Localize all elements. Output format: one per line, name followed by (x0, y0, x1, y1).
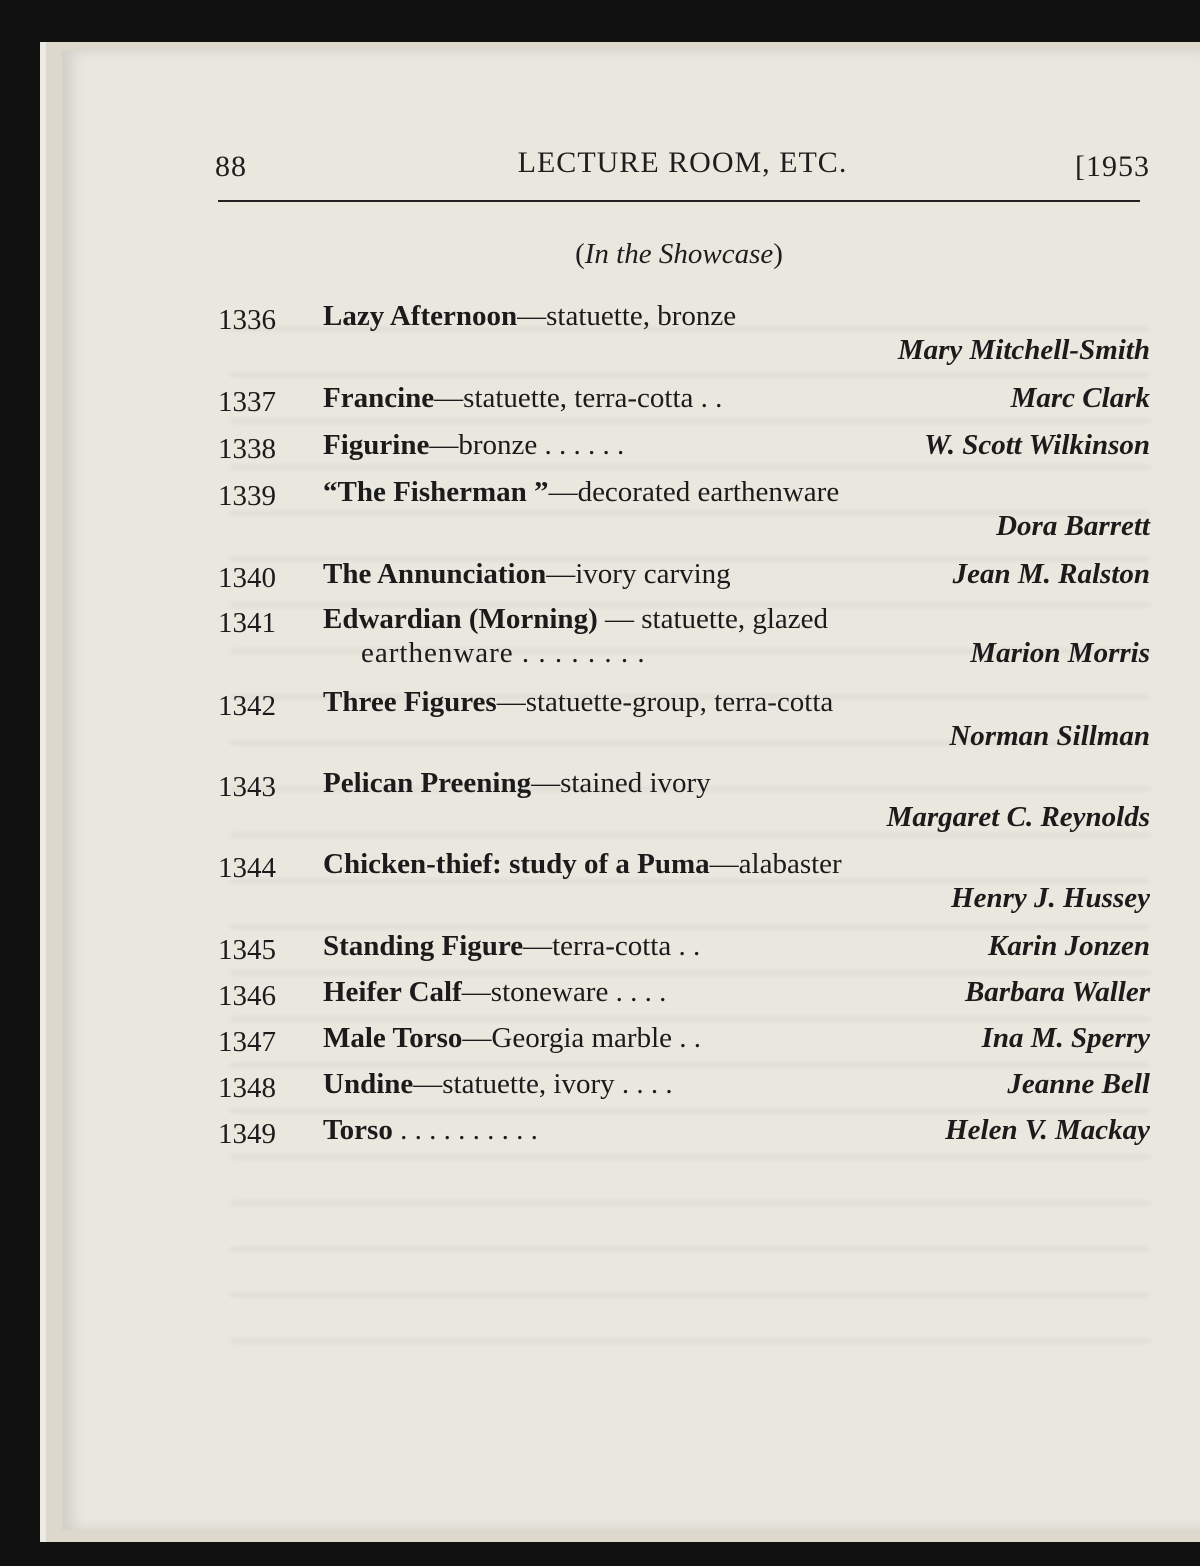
entry-text: Edwardian (Morning) — statuette, glazed (323, 603, 829, 635)
entry-number: 1340 (218, 562, 276, 594)
artist-name: Henry J. Hussey (951, 882, 1150, 914)
entry-number: 1337 (218, 386, 276, 418)
entry-text: Three Figures—statuette-group, terra-cotta (323, 686, 834, 718)
entry-text: Undine—statuette, ivory . . . . (323, 1068, 673, 1100)
artist-name: Helen V. Mackay (945, 1114, 1150, 1146)
entry-text: Male Torso—Georgia marble . . (323, 1022, 702, 1054)
artist-name: Ina M. Sperry (981, 1022, 1150, 1054)
entry-number: 1339 (218, 480, 276, 512)
entry-number: 1342 (218, 690, 276, 722)
entry-text: Francine—statuette, terra-cotta . . (323, 382, 723, 414)
entry-number: 1345 (218, 934, 276, 966)
entry-text: Pelican Preening—stained ivory (323, 767, 711, 799)
entry-text: The Annunciation—ivory carving (323, 558, 731, 590)
entry-text: “The Fisherman ”—decorated earthenware (323, 476, 840, 508)
artist-name: Norman Sillman (949, 720, 1150, 752)
artist-name: Margaret C. Reynolds (886, 801, 1150, 833)
entry-number: 1347 (218, 1026, 276, 1058)
entry-text-continued: earthenware . . . . . . . . (361, 637, 646, 669)
artist-name: Marion Morris (970, 637, 1150, 669)
entry-text: Standing Figure—terra-cotta . . (323, 930, 701, 962)
entry-number: 1336 (218, 304, 276, 336)
artist-name: W. Scott Wilkinson (924, 429, 1150, 461)
entry-number: 1348 (218, 1072, 276, 1104)
section-title: (In the Showcase) (575, 238, 783, 270)
artist-name: Mary Mitchell-Smith (897, 334, 1150, 366)
catalogue-entry (218, 298, 1150, 370)
artist-name: Jean M. Ralston (952, 558, 1150, 590)
running-year: [1953 (1075, 150, 1150, 183)
entry-number: 1349 (218, 1118, 276, 1150)
artist-name: Jeanne Bell (1007, 1068, 1150, 1100)
entry-text: Figurine—bronze . . . . . . (323, 429, 625, 461)
header-rule (218, 200, 1140, 202)
entry-text: Lazy Afternoon—statuette, bronze (323, 300, 737, 332)
entry-text: Heifer Calf—stoneware . . . . (323, 976, 667, 1008)
running-header (215, 138, 1150, 188)
entry-number: 1341 (218, 607, 276, 639)
page-number: 88 (215, 150, 247, 183)
entry-text: Torso . . . . . . . . . . (323, 1114, 538, 1146)
artist-name: Dora Barrett (996, 510, 1150, 542)
running-title: LECTURE ROOM, ETC. (517, 146, 848, 179)
artist-name: Marc Clark (1010, 382, 1150, 414)
entry-text: Chicken-thief: study of a Puma—alabaster (323, 848, 842, 880)
artist-name: Barbara Waller (964, 976, 1150, 1008)
entry-number: 1343 (218, 771, 276, 803)
entry-number: 1344 (218, 852, 276, 884)
artist-name: Karin Jonzen (988, 930, 1150, 962)
entry-number: 1338 (218, 433, 276, 465)
entry-number: 1346 (218, 980, 276, 1012)
